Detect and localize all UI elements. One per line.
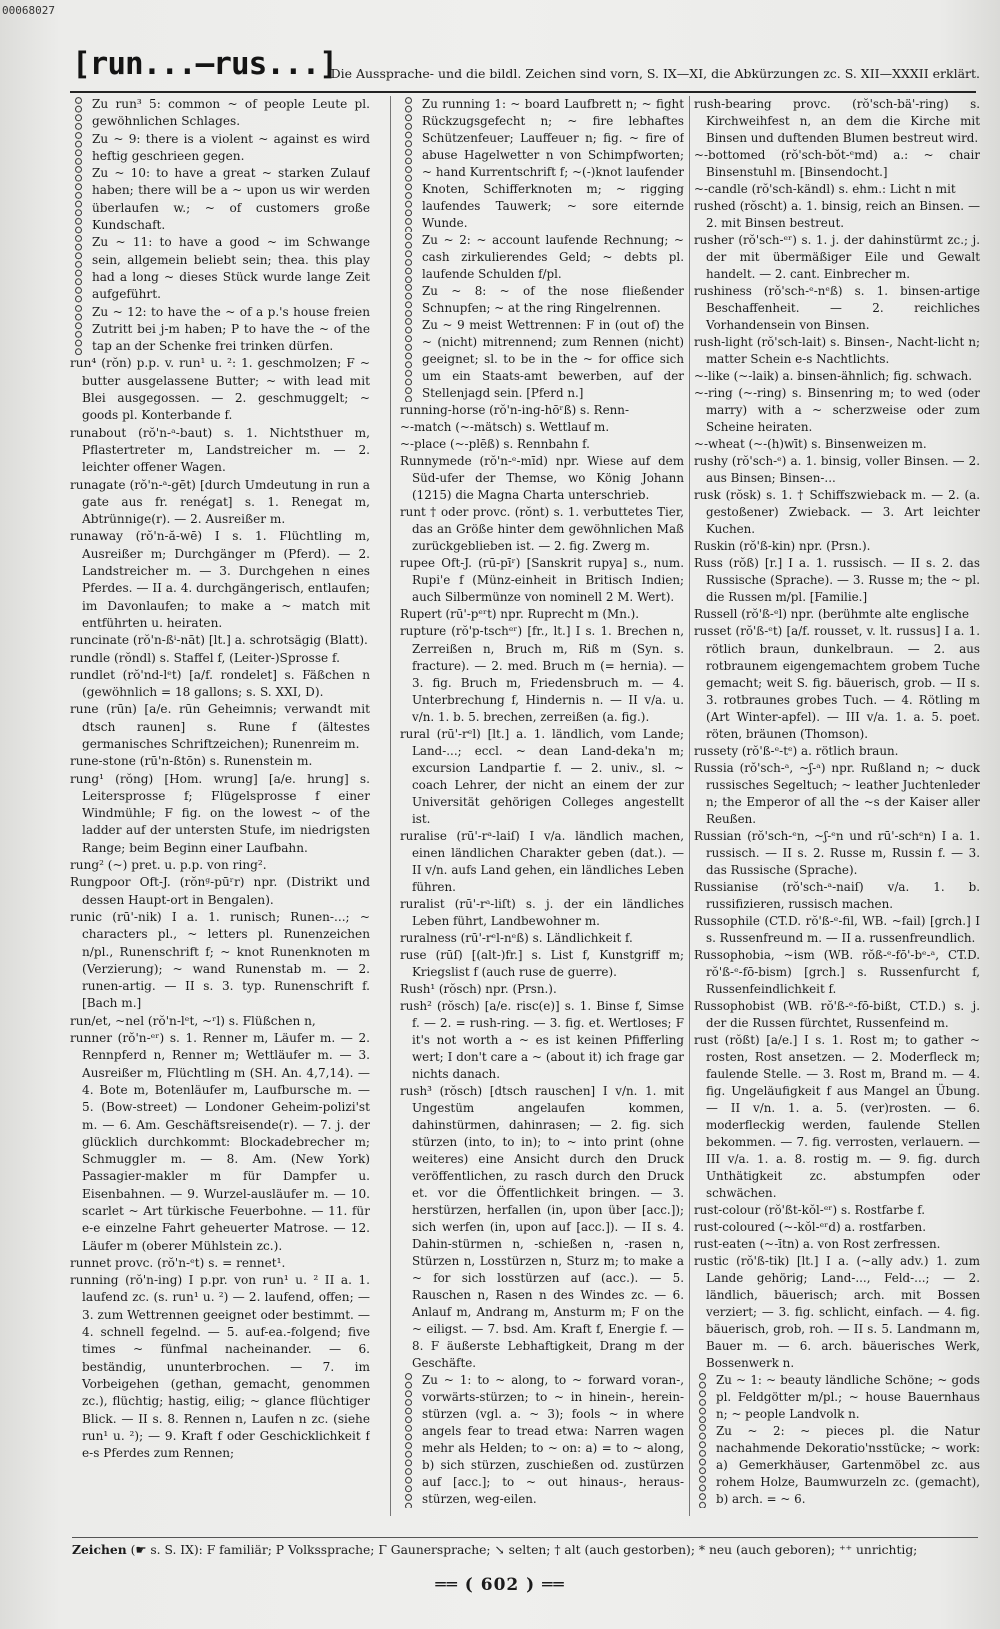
- sub-entry: Zu ~ 2: ~ pieces pl. die Natur nachahmende Dekoratio'nsstücke; ~ work: a) Gemerkhäuser, Gartenmöbel zc. aus rohem Holze, Baumwurzeln zc. (gemacht), b) arch. = ~ 6.: [694, 1423, 980, 1508]
- sub-entry: Zu ~ 9: there is a violent ~ against es wird heftig geschrieen gegen.: [70, 131, 370, 166]
- dictionary-entry: ruralist (rū'-rᵃ-liſt) s. j. der ein ländliches Leben führt, Landbewohner m.: [400, 896, 684, 928]
- dictionary-entry: ~-place (~-plēß) s. Rennbahn f.: [400, 437, 590, 452]
- dictionary-entry: Russophile (CT.D. rŏ'ß-ᵉ-fil, WB. ~fail) [grch.] I s. Russenfreund m. — II a. russenfreundlich.: [694, 913, 980, 945]
- dictionary-entry: ~-bottomed (rŏ'sch-bŏt-ᵉmd) a.: ~ chair Binsenstuhl m. [Binsendocht.]: [694, 148, 980, 180]
- dictionary-entry: russet (rŏ'ß-ᵉt) [a/f. rousset, v. lt. russus] I a. 1. rötlich braun, dunkelbraun. — 2. aus rotbraunem eigengemachtem grobem Tuche gemacht; weit S. fig. bäuerisch, grob. — II s. 3. rotbraunes grobes Tuch. — 4. Rötling m (Art Winter-apfel). — III v/a. 1. a. 5. poet. röten, bräunen (Thomson).: [694, 624, 980, 741]
- dictionary-entry: ~-candle (rŏ'sch-kändl) s. ehm.: Licht n mit: [694, 182, 956, 197]
- dictionary-entry: runcinate (rŏ'n-ßⁱ-nāt) [lt.] a. schrotsägig (Blatt).: [70, 633, 368, 648]
- dictionary-entry: Rush¹ (rŏsch) npr. (Prsn.).: [400, 981, 557, 996]
- dictionary-entry: rush³ (rŏsch) [dtsch rauschen] I v/n. 1. mit Ungestüm angelaufen kommen, dahinstürmen, dahinrasen; — 2. fig. sich stürzen (into, to in); to ~ into print (ohne weiteres) eine Ansicht durch den Druck veröffentlichen, zu rasch durch den Druck et. vor die Öffentlichkeit bringen. — 3. herstürzen, herfallen (in, upon über [acc.]); sich werfen (in, upon auf [acc.]). — II s. 4. Dahin-stürmen n, -schießen n, -rasen n, Stürzen n, Losstürzen n, Sturz m; to make a ~ for sich losstürzen auf (acc.). — 5. Rauschen n, Rasen n des Windes zc. — 6. Anlauf m, Andrang m, Ansturm m; F on the ~ eiligst. — 7. bsd. Am. Kraft f, Energie f. — 8. F äußerste Lebhaftigkeit, Drang m der Geschäfte.: [400, 1083, 684, 1371]
- dictionary-entry: rundlet (rŏ'nd-lᵉt) [a/f. rondelet] s. Fäßchen n (gewöhnlich = 18 gallons; s. S. XXI, D).: [70, 667, 370, 700]
- dictionary-entry: Russianise (rŏ'sch-ᵃ-naiſ) v/a. 1. b. russifizieren, russisch machen.: [694, 879, 980, 911]
- dictionary-entry: runic (rū'-nik) I a. 1. runisch; Runen-...; ~ characters pl., ~ letters pl. Runenzeichen n/pl., Runenschrift f; ~ knot Runenknoten m (Verzierung); ~ wand Runenstab m. — 2. runen-artig. — II s. 3. typ. Runenschrift f. [Bach m.]: [70, 909, 370, 1011]
- sub-entry: Zu ~ 11: to have a good ~ im Schwange sein, allgemein beliebt sein; thea. this play had a long ~ dieses Stück wurde lange Zeit aufgeführt.: [70, 234, 370, 303]
- dictionary-entry: rung¹ (rŏng) [Hom. wrung] [a/e. hrung] s. Leitersprosse f; Flügelsprosse f einer Windmühle; F fig. on the lowest ~ of the ladder auf der untersten Stufe, im niedrigsten Range; beim Beginn einer Laufbahn.: [70, 771, 370, 855]
- dictionary-entry: rural (rū'-rᵉl) [lt.] a. 1. ländlich, vom Lande; Land-...; eccl. ~ dean Land-deka'n m; excursion Landpartie f. — 2. univ., sl. ~ coach Lehrer, der nicht an einem der zur Universität gehörigen Colleges angestellt ist.: [400, 726, 684, 826]
- sub-entry: Zu ~ 9 meist Wettrennen: F in (out of) the ~ (nicht) mitrennend; zum Rennen (nicht) geeignet; sl. to be in the ~ for office sich um ein Staats-amt bewerben, auf der Stellenjagd sein. [Pferd n.]: [400, 317, 684, 402]
- dictionary-entry: rusk (rŏsk) s. 1. † Schiffszwieback m. — 2. (a. gestoßener) Zwieback. — 3. Art leichter Kuchen.: [694, 488, 980, 537]
- dictionary-entry: Runnymede (rŏ'n-ᵉ-mīd) npr. Wiese auf dem Süd-ufer der Themse, wo König Johann (1215) die Magna Charta unterschrieb.: [400, 454, 684, 503]
- dictionary-entry: Russ (rŏß) [r.] I a. 1. russisch. — II s. 2. das Russische (Sprache). — 3. Russe m; the ~ pl. die Russen m/pl. [Familie.]: [694, 556, 980, 605]
- sub-entry: Zu ~ 12: to have the ~ of a p.'s house freien Zutritt bei j-m haben; P to have the ~ of the tap an der Schenke frei trinken dürfen.: [70, 304, 370, 356]
- dictionary-entry: Russia (rŏ'sch-ᵃ, ~ʃ-ᵃ) npr. Rußland n; ~ duck russisches Segeltuch; ~ leather Juchtenleder n; the Emperor of all the ~s der Kaiser aller Reußen.: [694, 760, 980, 826]
- dictionary-entry: run⁴ (rŏn) p.p. v. run¹ u. ²: 1. geschmolzen; F ~ butter ausgelassene Butter; ~ with lead mit Blei ausgegossen. — 2. geschmuggelt; ~ goods pl. Konterbande f.: [70, 356, 370, 423]
- page-number-value: 602: [480, 1575, 520, 1595]
- dictionary-entry: rushed (rŏscht) a. 1. binsig, reich an Binsen. — 2. mit Binsen bestreut.: [694, 199, 980, 231]
- dictionary-entry: rush-light (rŏ'sch-lait) s. Binsen-, Nacht-licht n; matter Schein e-s Nachtlichts.: [694, 335, 980, 367]
- sub-entry: Zu ~ 1: to ~ along, to ~ forward voran-, vorwärts-stürzen; to ~ in hinein-, herein-stürzen (vgl. a. ~ 3); fools ~ in where angels fear to tread etwa: Narren wagen mehr als Helden; to ~ on: a) = to ~ along, b) sich stürzen, zuschießen od. zustürzen auf [acc.]; to ~ out hinaus-, heraus-stürzen, weg-eilen.: [400, 1372, 684, 1508]
- page-number-dash-left: ══ (: [435, 1575, 481, 1595]
- dictionary-entry: Russell (rŏ'ß-ᵉl) npr. (berühmte alte englische: [694, 607, 969, 622]
- dictionary-entry: Russophobist (WB. rŏ'ß-ᵉ-fō-bißt, CT.D.) s. j. der die Russen fürchtet, Russenfeind m.: [694, 998, 980, 1030]
- dictionary-entry: ruse (rūſ) [(alt-)fr.] s. List f, Kunstgriff m; Kriegslist f (auch ruse de guerre).: [400, 947, 684, 979]
- dictionary-entry: ruralness (rū'-rᵉl-nᵉß) s. Ländlichkeit f.: [400, 930, 633, 945]
- dictionary-entry: ~-match (~-mätsch) s. Wettlauf m.: [400, 420, 610, 435]
- column-2: [400, 96, 684, 1516]
- column-1: [70, 96, 370, 1516]
- footer-label: Zeichen: [72, 1542, 127, 1557]
- dictionary-entry: rust (rŏßt) [a/e.] I s. 1. Rost m; to gather ~ rosten, Rost ansetzen. — 2. Moderfleck m; faulende Stelle. — 3. Rost m, Brand m. — 4. fig. Ungeläufigkeit f aus Mangel an Übung. — II v/n. 1. a. 5. (ver)rosten. — 6. moderfleckig werden, faulende Stellen bekommen. — 7. fig. verrosten, verlauern. — III v/a. 1. a. 8. rostig m. — 9. fig. durch Unthätigkeit zc. abstumpfen oder schwächen.: [694, 1032, 980, 1200]
- dictionary-entry: rupee Oft-J. (rū-pīʳ) [Sanskrit rupya] s., num. Rupi'e f (Münz-einheit in Britisch Indien; auch Silbermünze von nominell 2 M. Wert).: [400, 556, 684, 605]
- column-divider-2: [689, 96, 690, 1516]
- dictionary-entry: runt † oder provc. (rŏnt) s. 1. verbuttetes Tier, das an Größe hinter dem gewöhnlichen Maß zurückgeblieben ist. — 2. fig. Zwerg m.: [400, 505, 684, 554]
- footer-legend: [72, 1537, 978, 1557]
- sub-entry: Zu ~ 2: ~ account laufende Rechnung; ~ cash zirkulierendes Geld; ~ debts pl. laufende Schulden f/pl.: [400, 232, 684, 283]
- dictionary-entry: rupture (rŏ'p-tschᵉʳ) [fr., lt.] I s. 1. Brechen n, Zerreißen n, Bruch m, Riß m (Syn. s. fracture). — 2. med. Bruch m (= hernia). — 3. fig. Bruch m, Friedensbruch m. — 4. Unterbrechung f, Hindernis n. — II v/a. u. v/n. 1. b. 5. brechen, zerreißen (a. fig.).: [400, 624, 684, 724]
- column-3: [694, 96, 980, 1516]
- sub-entry: Zu ~ 1: ~ beauty ländliche Schöne; ~ gods pl. Feldgötter m/pl.; ~ house Bauernhaus n; ~ people Landvolk n.: [694, 1372, 980, 1423]
- sub-entry: Zu ~ 10: to have a great ~ starken Zulauf haben; there will be a ~ upon us wir werden überlaufen w.; ~ of customers große Kundschaft.: [70, 165, 370, 234]
- dictionary-entry: ruralise (rū'-rᵃ-laiſ) I v/a. ländlich machen, einen ländlichen Charakter geben (dat.). — II v/n. aufs Land gehen, ein ländliches Leben führen.: [400, 828, 684, 894]
- dictionary-entry: rushiness (rŏ'sch-ᵉ-nᵉß) s. 1. binsen-artige Beschaffenheit. — 2. reichliches Vorhandensein von Binsen.: [694, 284, 980, 333]
- dictionary-entry: rust-coloured (~-kŏl-ᵉʳd) a. rostfarben.: [694, 1220, 926, 1235]
- dictionary-entry: running-horse (rŏ'n-ing-hōʳß) s. Renn-: [400, 403, 629, 418]
- dictionary-entry: rust-eaten (~-ītn) a. von Rost zerfressen.: [694, 1237, 941, 1252]
- header-note: Die Aussprache- und die bildl. Zeichen sind vorn, S. IX—XI, die Abkürzungen zc. S. XII—XXXII erklärt.: [330, 66, 980, 81]
- dictionary-entry: rustic (rŏ'ß-tik) [lt.] I a. (~ally adv.) 1. zum Lande gehörig; Land-..., Feld-...; — 2. ländlich, bäuerisch; arch. mit Bossen verziert; — 3. fig. schlicht, einfach. — 4. fig. bäuerisch, grob, roh. — II s. 5. Landmann m, Bauer m. — 6. arch. bäuerisches Werk, Bossenwerk n.: [694, 1254, 980, 1371]
- dictionary-entry: ~-like (~-laik) a. binsen-ähnlich; fig. schwach.: [694, 369, 973, 384]
- dictionary-entry: runabout (rŏ'n-ᵃ-baut) s. 1. Nichtsthuer m, Pflastertreter m, Landstreicher m. — 2. leichter offener Wagen.: [70, 425, 370, 475]
- sub-entry: Zu running 1: ~ board Laufbrett n; ~ fight Rückzugsgefecht n; ~ fire lebhaftes Schützenfeuer; Lauffeuer n; fig. ~ fire of abuse Hagelwetter n von Schimpfworten; ~ hand Kurrentschrift f; ~(-)knot laufender Knoten, Schifferknoten m; ~ rigging laufendes Tauwerk; ~ sore eiternde Wunde.: [400, 96, 684, 232]
- dictionary-entry: runnet provc. (rŏ'n-ᵉt) s. = rennet¹.: [70, 1255, 286, 1270]
- dictionary-entry: rushy (rŏ'sch-ᵉ) a. 1. binsig, voller Binsen. — 2. aus Binsen; Binsen-...: [694, 454, 980, 486]
- dictionary-entry: runner (rŏ'n-ᵉʳ) s. 1. Renner m, Läufer m. — 2. Rennpferd n, Renner m; Wettläufer m. — 3. Ausreißer m, Flüchtling m (SH. An. 4,7,14). — 4. Bote m, Botenläufer m, Laufbursche m. — 5. (Bow-street) — Londoner Geheim-polizi'st m. — 6. Am. Geschäftsreisende(r). — 7. j. der glücklich durchkommt: Blockadebrecher m; Schmuggler m. — 8. Am. (New York) Passagier-makler m für Dampfer u. Eisenbahnen. — 9. Wurzel-ausläufer m. — 10. scarlet ~ Art türkische Feuerbohne. — 11. für e-e einzelne Fahrt geheuerter Matrose. — 12. Läufer m (oberer Mühlstein zc.).: [70, 1031, 370, 1253]
- dictionary-entry: rust-colour (rŏ'ßt-kŏl-ᵉʳ) s. Rostfarbe f.: [694, 1203, 925, 1218]
- dictionary-entry: rush² (rŏsch) [a/e. risc(e)] s. 1. Binse f, Simse f. — 2. = rush-ring. — 3. fig. et. Wertloses; F it's not worth a ~ es ist keinen Pfifferling wert; I don't care a ~ (about it) ich frage gar nichts danach.: [400, 998, 684, 1081]
- page-header: [72, 46, 978, 90]
- dictionary-entry: Rupert (rū'-pᵉʳt) npr. Ruprecht m (Mn.).: [400, 607, 640, 622]
- dictionary-entry: ~-wheat (~-(h)wīt) s. Binsenweizen m.: [694, 437, 927, 452]
- footer-legend-text: (☛ s. S. IX): F familiär; P Volkssprache; Γ Gaunersprache; ↘ selten; † alt (auch gestorben); * neu (auch geboren); ⁺⁺ unrichtig;: [130, 1543, 918, 1557]
- dictionary-entry: Ruskin (rŏ'ß-kin) npr. (Prsn.).: [694, 539, 871, 554]
- header-range: [run...—rus...]: [72, 46, 337, 82]
- page-number-dash-right: ) ══: [519, 1575, 565, 1595]
- dictionary-entry: runaway (rŏ'n-ă-wē) I s. 1. Flüchtling m, Ausreißer m; Durchgänger m (Pferd). — 2. Landstreicher m. — 3. Durchgehen n eines Pferdes. — II a. 4. durchgängerisch, entlaufen; im Davonlaufen; to make a ~ match mit entführten u. heiraten.: [70, 529, 370, 630]
- dictionary-entry: rune-stone (rū'n-ßtōn) s. Runenstein m.: [70, 754, 313, 769]
- sub-entry: Zu run³ 5: common ~ of people Leute pl. gewöhnlichen Schlages.: [70, 96, 370, 131]
- dictionary-entry: run/et, ~nel (rŏ'n-lᵉt, ~ʳl) s. Flüßchen n,: [70, 1013, 316, 1028]
- dictionary-entry: Russophobia, ~ism (WB. rŏß-ᵉ-fō'-bᵉ-ᵃ, CT.D. rŏ'ß-ᵉ-fō-bism) [grch.] s. Russenfurcht f, Russenfeindlichkeit f.: [694, 947, 980, 996]
- header-rule: [70, 91, 976, 93]
- dictionary-entry: rusher (rŏ'sch-ᵉʳ) s. 1. j. der dahinstürmt zc.; j. der mit übermäßiger Eile und Gewalt handelt. — 2. cant. Einbrecher m.: [694, 233, 980, 282]
- sub-entry: Zu ~ 8: ~ of the nose fließender Schnupfen; ~ at the ring Ringelrennen.: [400, 283, 684, 317]
- column-divider-1: [390, 96, 391, 1516]
- dictionary-entry: runagate (rŏ'n-ᵃ-gēt) [durch Umdeutung in run a gate aus fr. renégat] s. 1. Renegat m, Abtrünnige(r). — 2. Ausreißer m.: [70, 477, 370, 527]
- dictionary-entry: rundle (rŏndl) s. Staffel f, (Leiter-)Sprosse f.: [70, 650, 340, 665]
- page-number: [0, 1575, 1000, 1595]
- dictionary-entry: rung² (~) pret. u. p.p. von ring².: [70, 858, 267, 873]
- dictionary-entry: Russian (rŏ'sch-ᵉn, ~ʃ-ᵉn und rū'-schᵉn) I a. 1. russisch. — II s. 2. Russe m, Russin f. — 3. das Russische (Sprache).: [694, 828, 980, 877]
- dictionary-entry: rune (rūn) [a/e. rūn Geheimnis; verwandt mit dtsch raunen] s. Rune f (ältestes germanisches Schriftzeichen); Runenreim m.: [70, 702, 370, 751]
- dictionary-entry: ~-ring (~-ring) s. Binsenring m; to wed (oder marry) with a ~ scherzweise oder zum Scheine heiraten.: [694, 386, 980, 435]
- scan-id: 00068027: [2, 4, 55, 17]
- dictionary-entry: rush-bearing provc. (rŏ'sch-bä'-ring) s. Kirchweihfest n, an dem die Kirche mit Binsen und duftenden Blumen bestreut wird.: [694, 97, 980, 146]
- dictionary-entry: running (rŏ'n-ing) I p.pr. von run¹ u. ² II a. 1. laufend zc. (s. run¹ u. ²) — 2. laufend, offen; — 3. zum Wettrennen geeignet oder bestimmt. — 4. schnell fegelnd. — 5. auf-ea.-folgend; five times ~ fünfmal nacheinander. — 6. beständig, ununterbrochen. — 7. im Vorbeigehen (gethan, gemacht, genommen zc.), flüchtig; hastig, eilig; ~ glance flüchtiger Blick. — II s. 8. Rennen n, Laufen n zc. (siehe run¹ u. ²); — 9. Kraft f oder Geschicklichkeit f e-s Pferdes zum Rennen;: [70, 1273, 370, 1461]
- dictionary-entry: Rungpoor Oft-J. (rŏnᵍ-pūʳr) npr. (Distrikt und dessen Haupt-ort in Bengalen).: [70, 875, 370, 907]
- dictionary-entry: russety (rŏ'ß-ᵉ-tᵉ) a. rötlich braun.: [694, 743, 899, 758]
